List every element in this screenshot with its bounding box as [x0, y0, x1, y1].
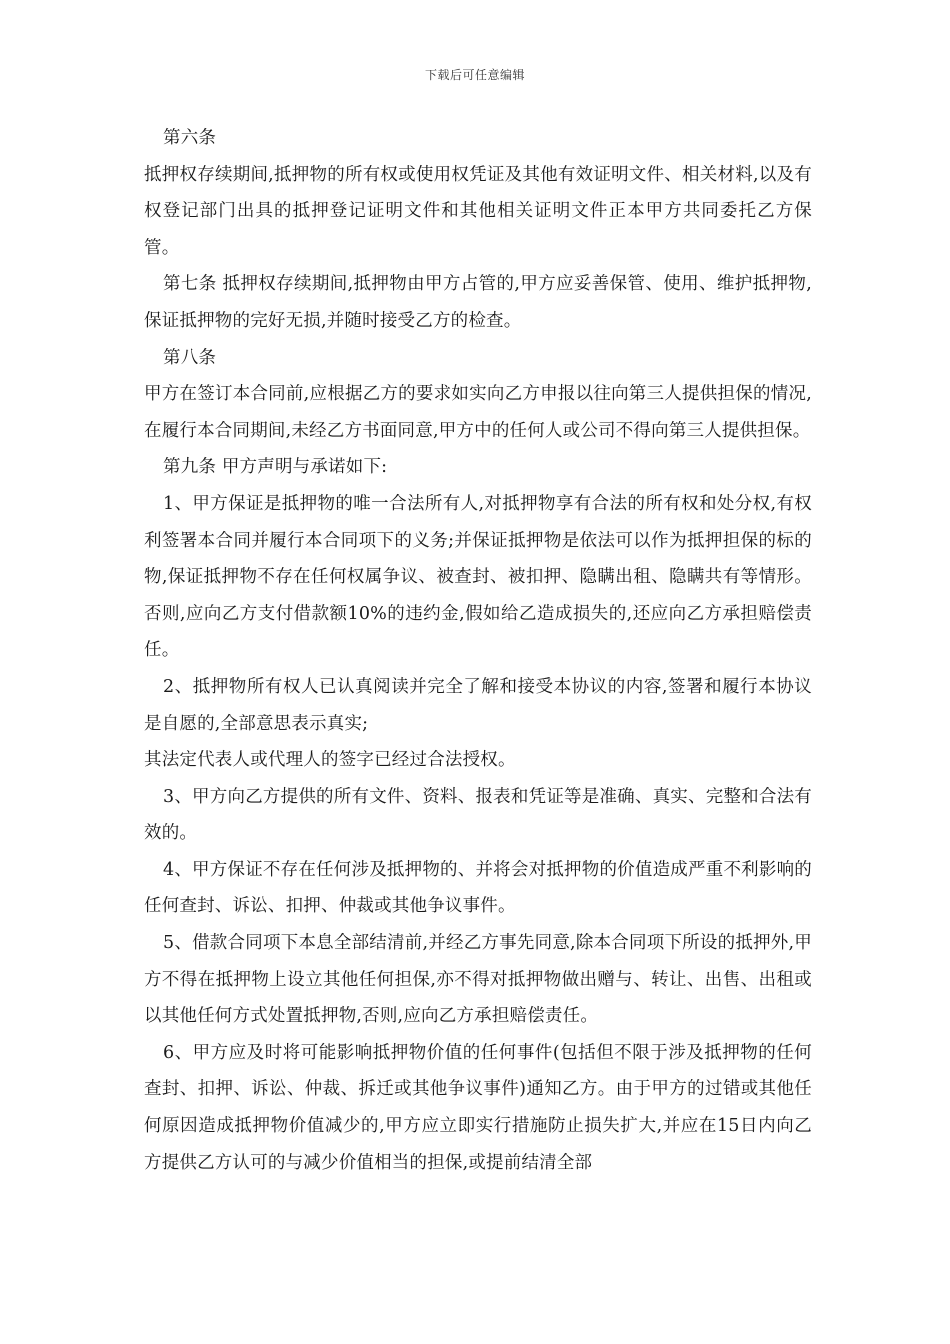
article-9-item-3: 3、甲方向乙方提供的所有文件、资料、报表和凭证等是准确、真实、完整和合法有效的。	[144, 786, 812, 844]
article-6-heading: 第六条	[163, 128, 217, 148]
article-8-heading: 第八条	[163, 347, 217, 368]
article-9-item-6: 6、甲方应及时将可能影响抵押物价值的任何事件(包括但不限于涉及抵押物的任何查封、扣押、诉讼、仲裁、拆迁或其他争议事件)通知乙方。由于甲方的过错或其他任何原因造成抵押物价值减少的,甲方应立即实行措施防止损失扩大,并应在15日内向乙方提供乙方认可的与减少价值相当的担保,或提前结清全部	[144, 1042, 812, 1173]
article-9-item-2-continued: 其法定代表人或代理人的签字已经过合法授权。	[144, 750, 516, 771]
article-9-item-2: 2、抵押物所有权人已认真阅读并完全了解和接受本协议的内容,签署和履行本协议是自愿的,全部意思表示真实;	[144, 676, 812, 734]
article-6-body: 抵押权存续期间,抵押物的所有权或使用权凭证及其他有效证明文件、相关材料,以及有权登记部门出具的抵押登记证明文件和其他相关证明文件正本甲方共同委托乙方保管。	[144, 164, 812, 258]
article-7: 第七条 抵押权存续期间,抵押物由甲方占管的,甲方应妥善保管、使用、维护抵押物,保证抵押物的完好无损,并随时接受乙方的检查。	[144, 274, 812, 331]
article-9-item-5: 5、借款合同项下本息全部结清前,并经乙方事先同意,除本合同项下所设的抵押外,甲方不得在抵押物上设立其他任何担保,亦不得对抵押物做出赠与、转让、出售、出租或以其他任何方式处置抵押物,否则,应向乙方承担赔偿责任。	[144, 933, 812, 1027]
article-9-item-1: 1、甲方保证是抵押物的唯一合法所有人,对抵押物享有合法的所有权和处分权,有权利签署本合同并履行本合同项下的义务;并保证抵押物是依法可以作为抵押担保的标的物,保证抵押物不存在任何权属争议、被查封、被扣押、隐瞒出租、隐瞒共有等情形。否则,应向乙方支付借款额10%的违约金,假如给乙造成损失的,还应向乙方承担赔偿责任。	[144, 493, 812, 661]
article-9-heading: 第九条 甲方声明与承诺如下:	[163, 457, 388, 478]
page-header: 下载后可任意编辑	[424, 68, 525, 82]
article-9-item-4: 4、甲方保证不存在任何涉及抵押物的、并将会对抵押物的价值造成严重不利影响的任何查封、诉讼、扣押、仲裁或其他争议事件。	[144, 859, 812, 917]
article-8-body: 甲方在签订本合同前,应根据乙方的要求如实向乙方申报以往向第三人提供担保的情况,在履行本合同期间,未经乙方书面同意,甲方中的任何人或公司不得向第三人提供担保。	[144, 384, 812, 441]
document-body	[144, 120, 812, 1181]
